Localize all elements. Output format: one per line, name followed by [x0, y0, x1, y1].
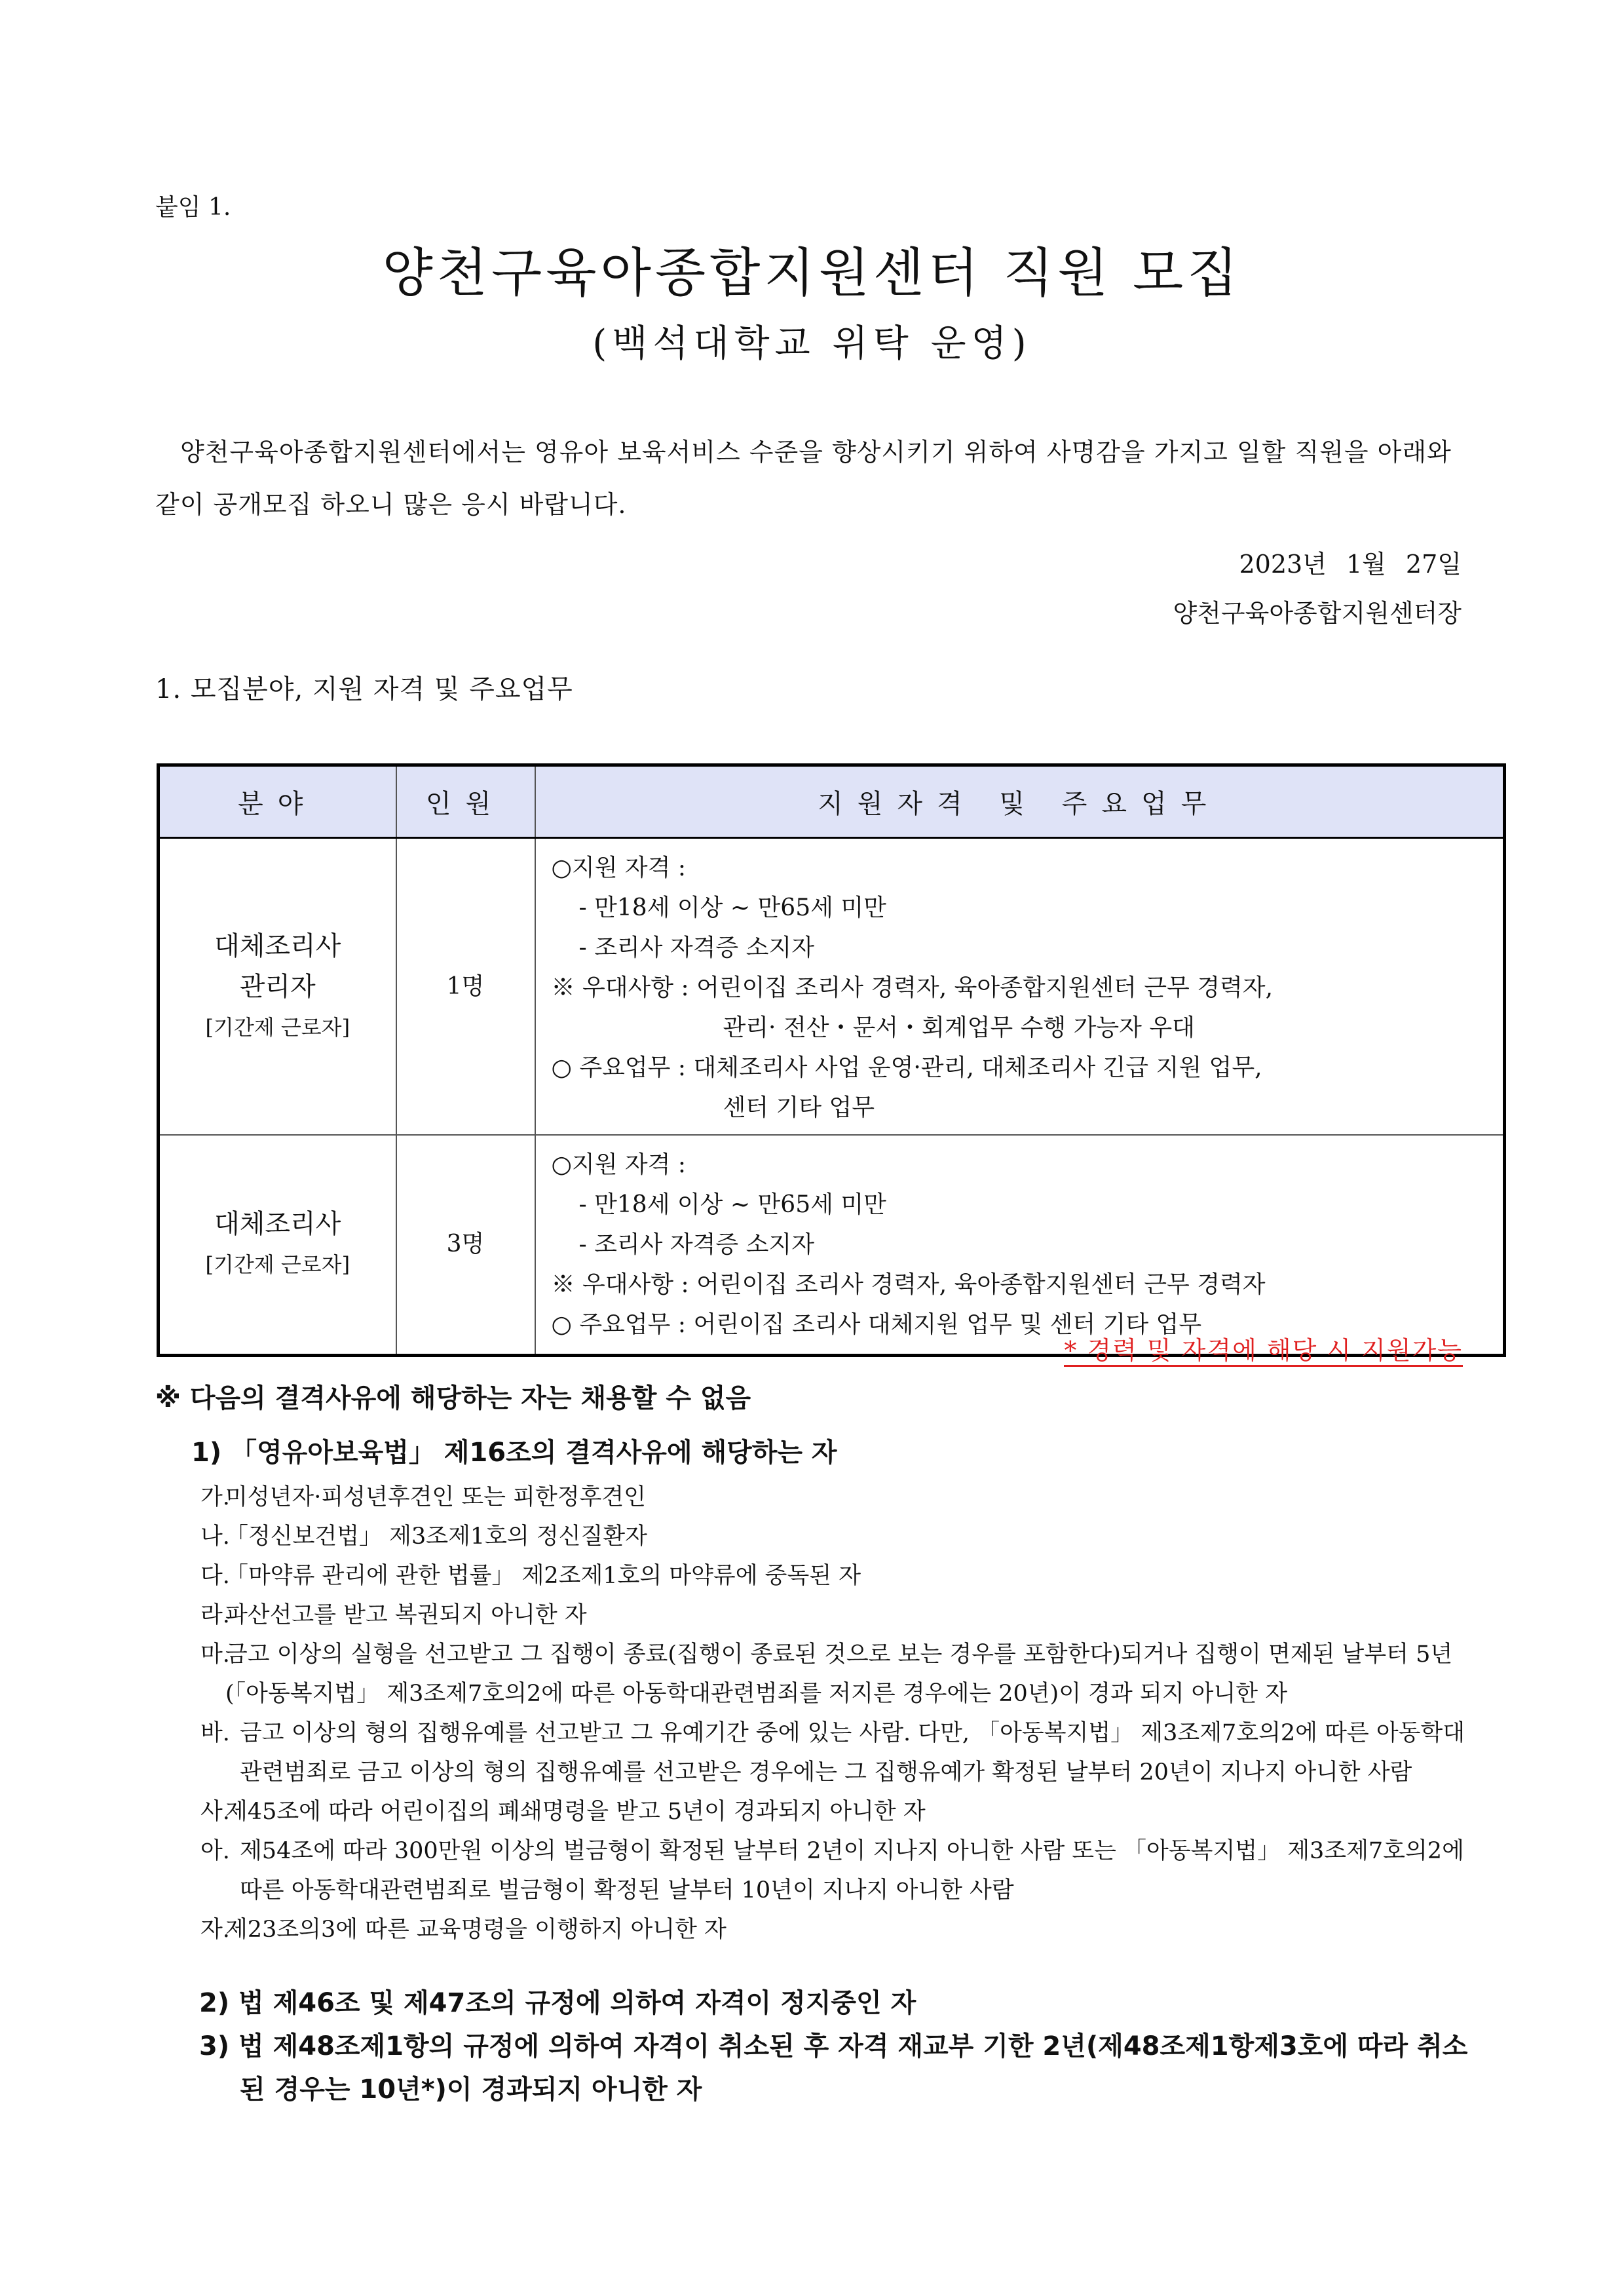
list-item: [200, 1517, 1471, 1556]
column-header: 분야: [159, 765, 396, 838]
column-header: 지원자격 및 주요업무: [535, 765, 1505, 838]
category-note: [기간제 근로자]: [205, 1252, 350, 1278]
item-label: 아.: [200, 1838, 230, 1864]
detail-line: - 조리사 자격증 소지자: [578, 934, 814, 961]
item-text: 금고 이상의 실형을 선고받고 그 집행이 종료(집행이 종료된 것으로 보는 경우를 포함한다)되거나 집행이 면제된 날부터 5년(「아동복지법」 제3조제7호의2에 따른 아동학대관련범죄를 저지른 경우에는 20년)이 경과 되지 아니한 자: [225, 1641, 1453, 1707]
section-heading: 1. 모집분야, 지원 자격 및 주요업무: [155, 674, 573, 704]
item-text: 파산선고를 받고 복권되지 아니한 자: [225, 1602, 587, 1628]
list-item: [200, 1831, 1471, 1910]
item-text: 금고 이상의 형의 집행유예를 선고받고 그 유예기간 중에 있는 사람. 다만, 「아동복지법」 제3조제7호의2에 따른 아동학대관련범죄로 금고 이상의 형의 집행유예를 선고받은 경우에는 그 집행유예가 확정된 날부터 20년이 지나지 아니한 사람: [240, 1720, 1465, 1786]
column-header: 인원: [396, 765, 535, 838]
law-clause-3-line: 된 경우는 10년*)이 경과되지 아니한 자: [240, 2075, 702, 2105]
list-item: [200, 1713, 1471, 1792]
disqualification-heading: ※ 다음의 결격사유에 해당하는 자는 채용할 수 없음: [155, 1383, 751, 1413]
item-text: 미성년자·피성년후견인 또는 피한정후견인: [225, 1484, 646, 1510]
detail-line: ○ 주요업무 : 어린이집 조리사 대체지원 업무 및 센터 기타 업무: [551, 1311, 1202, 1338]
item-text: 제45조에 따라 어린이집의 폐쇄명령을 받고 5년이 경과되지 아니한 자: [225, 1799, 926, 1825]
item-text: 「정신보건법」 제3조제1호의 정신질환자: [225, 1523, 647, 1550]
category-name: 대체조리사: [214, 930, 341, 961]
list-item: [200, 1478, 1471, 1517]
list-item: [200, 1910, 1471, 1949]
detail-line: 센터 기타 업무: [723, 1094, 875, 1121]
list-item: [200, 1635, 1471, 1713]
table-row: [159, 838, 1505, 1136]
eligibility-note: [1064, 1330, 1463, 1366]
category-note: [기간제 근로자]: [205, 1014, 350, 1040]
item-text: 제54조에 따라 300만원 이상의 벌금형이 확정된 날부터 2년이 지나지 아니한 사람 또는 「아동복지법」 제3조제7호의2에 따른 아동학대관련범죄로 벌금형이 확정된 날부터 10년이 지나지 아니한 사람: [240, 1838, 1464, 1904]
item-label: 나.: [200, 1523, 230, 1550]
detail-line: ○지원 자격 :: [551, 854, 687, 881]
law-clause-3: [199, 2025, 1483, 2111]
item-label: 라.: [200, 1602, 230, 1628]
page-title: 양천구육아종합지원센터 직원 모집: [382, 242, 1242, 303]
announcement-date: 2023년 1월 27일: [1239, 550, 1462, 579]
item-label: 자.: [200, 1917, 230, 1943]
page-subtitle: (백석대학교 위탁 운영): [592, 322, 1032, 365]
list-item: [200, 1556, 1471, 1596]
disqualification-list: [200, 1478, 1471, 1949]
recruitment-table: [157, 763, 1506, 1357]
law-clause-1: 1) 「영유아보육법」 제16조의 결격사유에 해당하는 자: [191, 1438, 837, 1468]
headcount-cell: 3명: [396, 1135, 535, 1355]
detail-line: ○지원 자격 :: [551, 1151, 687, 1178]
law-clause-2: 2) 법 제46조 및 제47조의 규정에 의하여 자격이 정지중인 자: [199, 1988, 916, 2018]
detail-line: ※ 우대사항 : 어린이집 조리사 경력자, 육아종합지원센터 근무 경력자,: [551, 974, 1274, 1001]
detail-line: - 만18세 이상 ~ 만65세 미만: [578, 894, 886, 921]
list-item: [200, 1596, 1471, 1635]
table-header-row: [159, 765, 1505, 838]
category-cell: [159, 838, 396, 1136]
detail-line: 관리· 전산・문서・회계업무 수행 가능자 우대: [723, 1014, 1195, 1041]
detail-line: ※ 우대사항 : 어린이집 조리사 경력자, 육아종합지원센터 근무 경력자: [551, 1271, 1266, 1298]
details-cell: [535, 838, 1505, 1136]
issuing-organization: 양천구육아종합지원센터장: [1173, 599, 1462, 628]
category-cell: [159, 1135, 396, 1355]
item-text: 제23조의3에 따른 교육명령을 이행하지 아니한 자: [225, 1917, 727, 1943]
item-text: 「마약류 관리에 관한 법률」 제2조제1호의 마약류에 중독된 자: [225, 1563, 861, 1589]
detail-line: ○ 주요업무 : 대체조리사 사업 운영·관리, 대체조리사 긴급 지원 업무,: [551, 1054, 1262, 1081]
category-name: 관리자: [239, 971, 316, 1002]
eligibility-note-text: * 경력 및 자격에 해당 시 지원가능: [1064, 1336, 1463, 1367]
detail-line: - 조리사 자격증 소지자: [578, 1231, 814, 1258]
details-cell: [535, 1135, 1505, 1355]
intro-paragraph: 양천구육아종합지원센터에서는 영유아 보육서비스 수준을 향상시키기 위하여 사명감을 가지고 일할 직원을 아래와 같이 공개모집 하오니 많은 응시 바랍니다.: [155, 438, 1452, 519]
table-row: [159, 1135, 1505, 1355]
detail-line: - 만18세 이상 ~ 만65세 미만: [578, 1191, 886, 1218]
attachment-label: 붙임 1.: [155, 194, 231, 221]
category-name: 대체조리사: [214, 1209, 341, 1240]
law-clause-3-line: 3) 법 제48조제1항의 규정에 의하여 자격이 취소된 후 자격 재교부 기한 2년(제48조제1항제3호에 따라 취소: [199, 2031, 1468, 2061]
item-label: 다.: [200, 1563, 230, 1589]
list-item: [200, 1792, 1471, 1831]
headcount-cell: 1명: [396, 838, 535, 1136]
item-label: 가.: [200, 1484, 230, 1510]
item-label: 마.: [200, 1641, 230, 1668]
item-label: 바.: [200, 1720, 230, 1746]
item-label: 사.: [200, 1799, 230, 1825]
